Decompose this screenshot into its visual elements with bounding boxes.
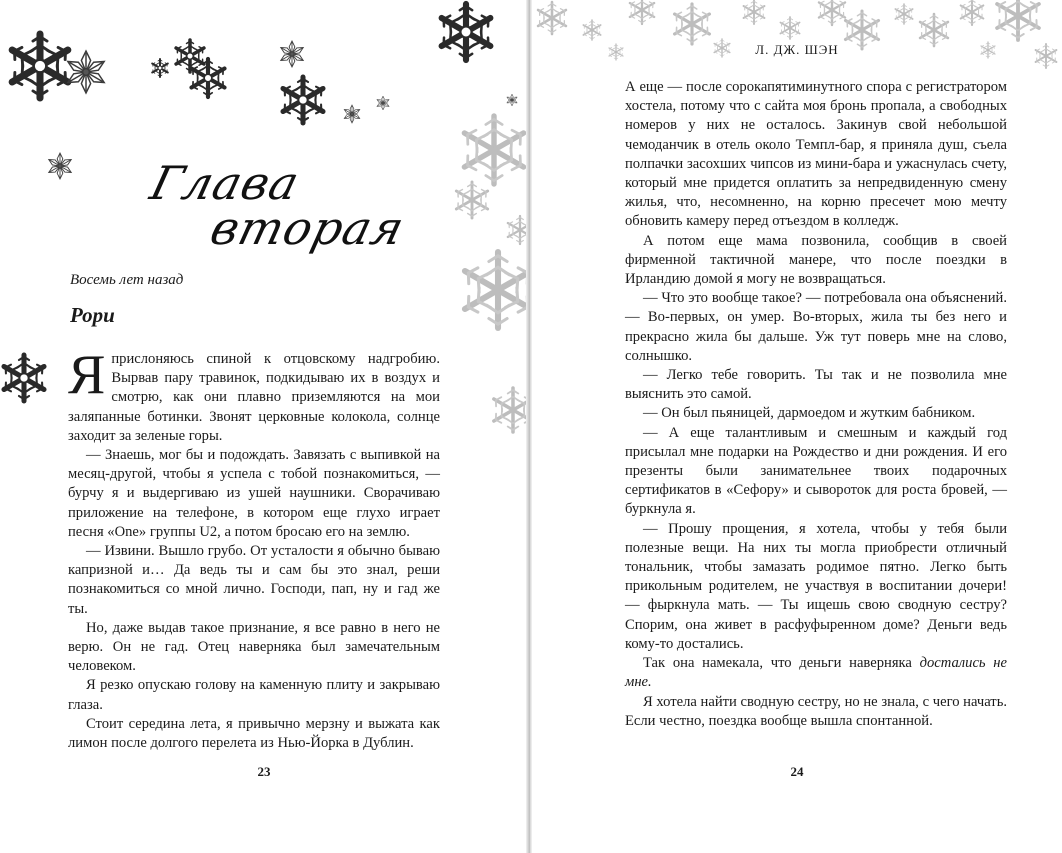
paragraph: — Легко тебе говорить. Ты так и не позволила мне выяснить это самой.	[625, 367, 1007, 403]
drop-cap: Я	[68, 344, 106, 406]
paragraph: Стоит середина лета, я привычно мерзну и выжата как лимон после долгого перелета из Нью-Йорка в Дублин.	[68, 715, 440, 752]
left-page	[0, 0, 528, 853]
snowflake-icon	[462, 116, 525, 184]
paragraph: Но, даже выдав такое признание, я все равно в него не верю. Он не гад. Отец наверняка был замечательным человеком.	[68, 619, 440, 675]
paragraph: Я резко опускаю голову на каменную плиту и закрываю глаза.	[68, 677, 440, 713]
hint-text: Так она намекала, что деньги наверняка	[643, 655, 920, 672]
snowflake-icon	[376, 96, 390, 110]
page-number-left: 23	[257, 764, 271, 779]
snowflake-icon	[629, 0, 655, 24]
snowflake-icon	[47, 153, 72, 179]
snowflake-icon	[189, 59, 228, 97]
chapter-title-line-1: Глава	[145, 156, 306, 210]
snowflake-icon	[174, 40, 207, 72]
snowflake-icon	[455, 182, 488, 218]
snowflake-icon	[895, 4, 914, 24]
paragraph: — Извини. Вышло грубо. От усталости я обычно бываю капризной и… Да ведь ты и сам бы это знал, реши познакомиться со мной лично. Господи, пап, ну и гад же ты.	[68, 543, 440, 617]
snowflake-icon	[743, 0, 765, 24]
pov-character-name: Рори	[70, 303, 115, 327]
snowflake-icon	[780, 17, 800, 39]
snowflake-icon	[438, 4, 495, 60]
chapter-subtitle: Восемь лет назад	[70, 272, 184, 288]
running-head: Л. ДЖ. ШЭН	[755, 42, 839, 57]
first-paragraph-text: прислоняюсь спиной к отцовскому надгробию. Вырвав пару травинок, подкидываю их в воздух и смотрю, как они плавно приземляются на мои заляпанные ботинки. Звонят церковные колокола, солнце заходит за зеленые горы.	[68, 351, 440, 444]
paragraph	[625, 654, 1007, 692]
snowflake-icon	[7, 34, 72, 98]
hint-emphasis: достались не мне.	[625, 655, 1007, 691]
first-paragraph	[68, 344, 440, 446]
paragraph: — А еще талантливым и смешным и каждый год присылал мне подарки на Рождество и дни рождения. И его презенты были занимательнее твоих подарочных сертификатов в «Сефору» и сывороток для роста бровей, — буркнула я.	[625, 424, 1007, 518]
snowflake-icon	[506, 94, 518, 106]
snowflake-icon	[279, 41, 304, 67]
right-body-text	[625, 78, 1007, 731]
snowflake-icon	[673, 4, 710, 44]
chapter-title-line-2: вторая	[205, 201, 411, 255]
snowflake-icon	[280, 77, 327, 123]
left-body-text	[68, 344, 440, 753]
snowflake-icon	[343, 105, 361, 123]
page-number-right: 24	[790, 764, 804, 779]
snowflake-icon	[996, 0, 1041, 40]
paragraph: — Что это вообще такое? — потребовала она объяснений. — Во-первых, он умер. Во-вторых, жила ты без него и прекрасно жила бы дальше. Уж тут поверь мне на слово, солнышко.	[625, 290, 1007, 364]
snowflake-icon	[818, 0, 846, 25]
snowflake-icon	[493, 388, 528, 432]
paragraph: — Прошу прощения, я хотела, чтобы у тебя были полезные вещи. На них ты могла приобрести отличный тональник, чтобы замазать родимое пятно. Легко быть прикольным родителем, не участвуя в воспитании дочери! — фыркнула мать. — Ты ищешь свою сводную сестру? Спорим, она живет в расфуфыренном доме? Деньги ведь кому-то достались.	[625, 520, 1007, 652]
snowflake-icon	[1, 355, 48, 401]
snowflake-icon	[151, 59, 169, 77]
paragraph: А потом еще мама позвонила, сообщив в своей фирменной тактичной манере, что после поездки в Ирландию домой я могу не возвращаться.	[625, 232, 1007, 288]
snowflake-icon	[66, 51, 107, 93]
snowflake-icon	[583, 20, 602, 40]
snowflake-icon	[507, 216, 528, 244]
paragraph: Я хотела найти сводную сестру, но не знала, с чего начать. Если честно, поездка вообще вышла спонтанной.	[625, 693, 1007, 729]
paragraph: А еще — после сорокапятиминутного спора с регистратором хостела, потому что с сайта моя бронь пропала, а свободных номеров у них не осталось. Закинув свой небольшой чемоданчик в отель около Темпл-бар, я приняла душ, съела полпачки засохших чипсов из мини-бара и ужаснулась счету, который мне придется оплатить за непредвиденную смену жилья, что, несомненно, на корню пресечет мою мечту обновить камеру перед отъездом в колледж.	[625, 79, 1007, 230]
right-page	[532, 0, 1062, 853]
snowflake-icon	[463, 252, 528, 328]
paragraph: — Он был пьяницей, дармоедом и жутким бабником.	[643, 405, 976, 422]
paragraph: — Знаешь, мог бы и подождать. Завязать с выпивкой на месяц-другой, чтобы я успела с тобой познакомиться, — бурчу я и выдергиваю из ушей наушники. Сворачиваю приложение на телефоне, в котором еще глухо играет песня «One» группы U2, а потом бросаю его на землю.	[68, 447, 440, 540]
snowflake-icon	[960, 0, 984, 25]
snowflake-icon	[537, 2, 567, 34]
